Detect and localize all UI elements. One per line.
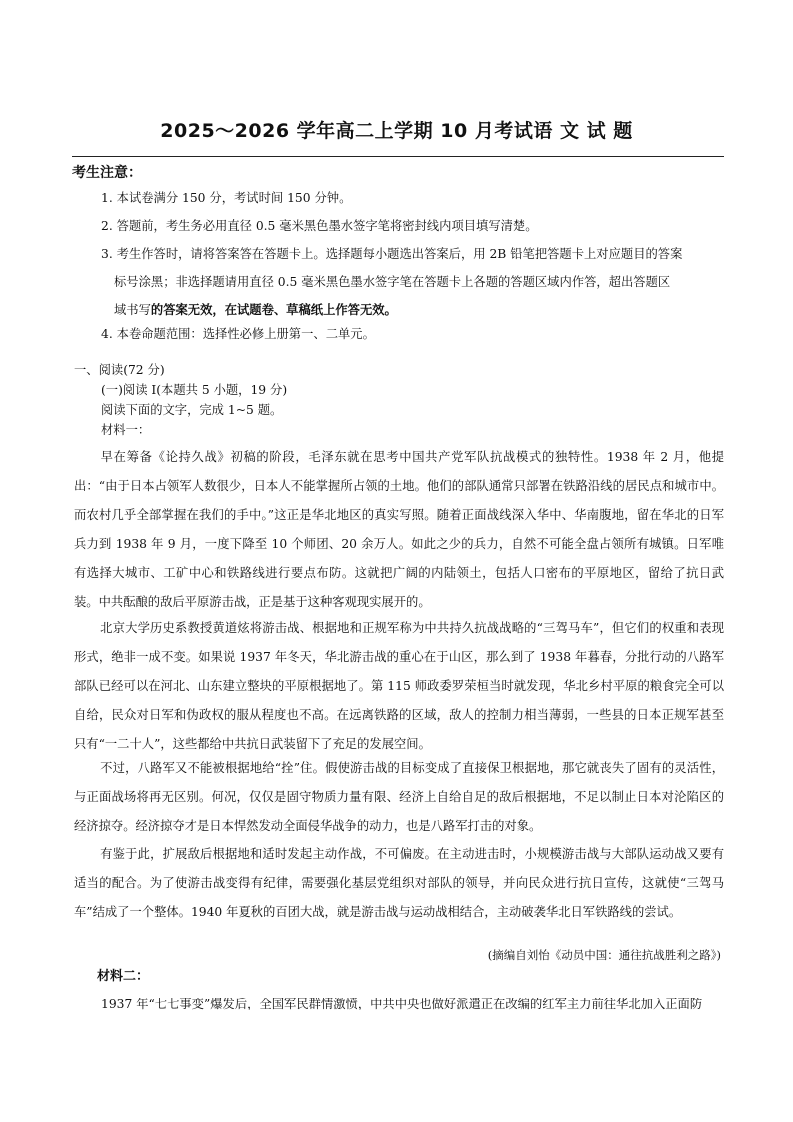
- citation: (摘编自刘怡《动员中国：通往抗战胜利之路》): [487, 948, 721, 962]
- notice-item-3-tail-bold: 的答案无效，在试题卷、草稿纸上作答无效。: [150, 303, 397, 317]
- subsection-heading: (一)阅读 Ⅰ(本题共 5 小题，19 分): [101, 383, 288, 397]
- paragraph-1: [74, 443, 724, 617]
- paragraph-2: [74, 614, 724, 759]
- reading-instruction: 阅读下面的文字，完成 1~5 题。: [101, 403, 283, 417]
- paragraph-2-text: 北京大学历史系教授黄道炫将游击战、根据地和正规军称为中共持久抗战战略的“三驾马车”，但它们的权重和表现形式，绝非一成不变。如果说 1937 年冬天，华北游击战的重心在于山区，那么到了 1938 年暮春，分批行动的八路军部队已经可以在河北、山东建立整块的平原根据地了。第 115 师政委罗荣桓当时就发现，华北乡村平原的粮食完全可以自给，民众对日军和伪政权的服从程度也不高。在远离铁路的区域，敌人的控制力相当薄弱，一些县的日本正规军甚至只有“一二十人”，这些都给中共抗日武装留下了充足的发展空间。: [74, 621, 724, 751]
- paragraph-1-text: 早在筹备《论持久战》初稿的阶段，毛泽东就在思考中国共产党军队抗战模式的独特性。1938 年 2 月，他提出：“由于日本占领军人数很少，日本人不能掌握所占领的土地。他们的部队通常只部署在铁路沿线的居民点和城市中。而农村几乎全部掌握在我们的手中。”这正是华北地区的真实写照。随着正面战线深入华中、华南腹地，留在华北的日军兵力到 1938 年 9 月，一度下降至 10 个师团、20 余万人。如此之少的兵力，自然不可能全盘占领所有城镇。日军唯有选择大城市、工矿中心和铁路线进行要点布防。这就把广阔的内陆领土，包括人口密布的平原地区，留给了抗日武装。中共酝酿的敌后平原游击战，正是基于这种客观现实展开的。: [74, 450, 724, 609]
- notice-item-3-tail-normal: 域书写: [114, 303, 151, 317]
- exam-title: 2025～2026 学年高二上学期 10 月考试语 文 试 题: [160, 120, 633, 142]
- notice-item-3-tail: [114, 304, 397, 316]
- notice-item-1: 1. 本试卷满分 150 分，考试时间 150 分钟。: [101, 191, 352, 205]
- paragraph-3-text: 不过，八路军又不能被根据地给“拴”住。假使游击战的目标变成了直接保卫根据地，那它就丧失了固有的灵活性，与正面战场将再无区别。何况，仅仅是固守物质力量有限、经济上自给自足的敌后根据地，不足以制止日本对沦陷区的经济掠夺。经济掠夺才是日本悍然发动全面侵华战争的动力，也是八路军打击的对象。: [74, 761, 724, 833]
- paragraph-4-text: 有鉴于此，扩展敌后根据地和适时发起主动作战，不可偏废。在主动进击时，小规模游击战与大部队运动战又要有适当的配合。为了使游击战变得有纪律，需要强化基层党组织对部队的领导，并向民众进行抗日宣传，这就使“三驾马车”结成了一个整体。1940 年夏秋的百团大战，就是游击战与运动战相结合，主动破袭华北日军铁路线的尝试。: [74, 847, 724, 919]
- notice-item-3: 3. 考生作答时，请将答案答在答题卡上。选择题每小题选出答案后，用 2B 铅笔把答题卡上对应题目的答案: [101, 247, 683, 261]
- notice-item-3-cont: 标号涂黑；非选择题请用直径 0.5 毫米黑色墨水签字笔在答题卡上各题的答题区域内作答，超出答题区: [114, 275, 671, 289]
- notice-heading: 考生注意：: [72, 165, 142, 181]
- material-1-label: 材料一：: [101, 423, 151, 437]
- material-2-label: 材料二：: [97, 969, 150, 984]
- notice-item-4: 4. 本卷命题范围：选择性必修上册第一、二单元。: [101, 327, 375, 341]
- material-2-first-line: 1937 年“七七事变”爆发后，全国军民群情激愤，中共中央也做好派遣正在改编的红军主力前往华北加入正面防: [101, 998, 703, 1011]
- paragraph-3: [74, 754, 724, 841]
- paragraph-4: [74, 840, 724, 927]
- title-divider: [72, 156, 724, 157]
- section-heading: 一、阅读(72 分): [74, 363, 165, 377]
- notice-item-2: 2. 答题前，考生务必用直径 0.5 毫米黑色墨水签字笔将密封线内项目填写清楚。: [101, 219, 538, 233]
